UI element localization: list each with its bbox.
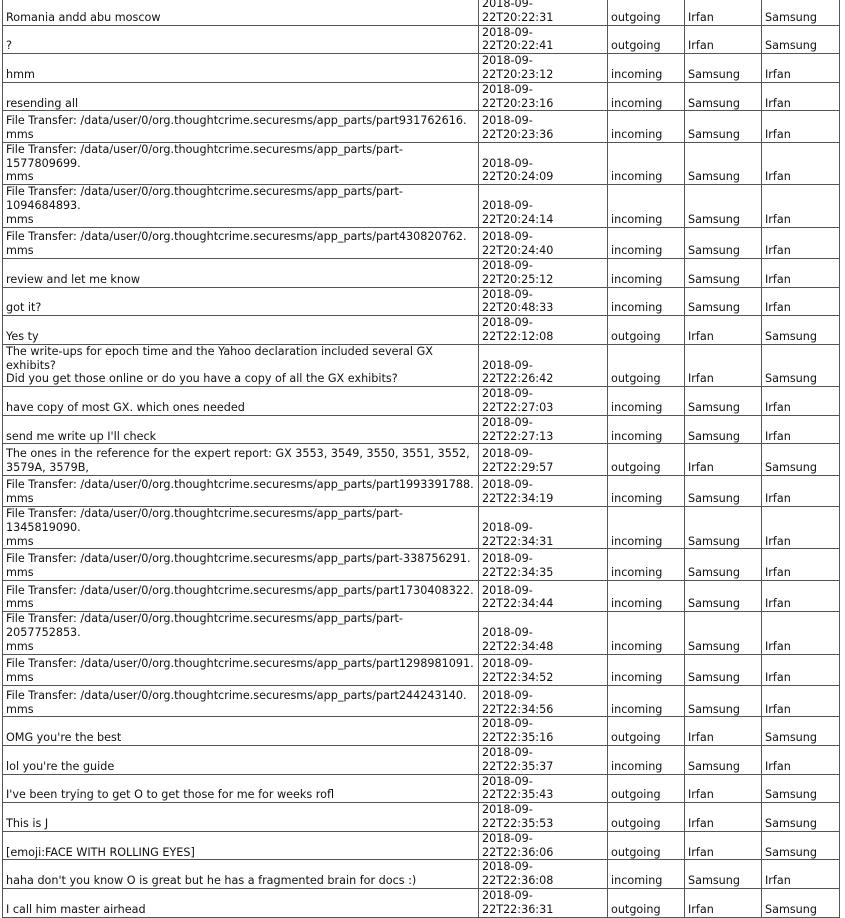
message-cell: Yes ty (3, 316, 479, 345)
table-row (3, 316, 840, 345)
to-cell: Irfan (762, 686, 840, 717)
message-cell: File Transfer: /data/user/0/org.thoughtcrime.securesms/app_parts/part1730408322. mms (3, 580, 479, 611)
from-cell: Samsung (685, 612, 762, 654)
to-cell: Irfan (762, 746, 840, 775)
message-cell: File Transfer: /data/user/0/org.thoughtcrime.securesms/app_parts/part-2057752853. mms (3, 612, 479, 654)
timestamp-cell: 2018-09-22T22:26:42 (479, 344, 608, 386)
to-cell: Samsung (762, 316, 840, 345)
table-row (3, 717, 840, 746)
table-row (3, 803, 840, 832)
message-cell: ? (3, 25, 479, 54)
table-row (3, 831, 840, 860)
to-cell: Samsung (762, 444, 840, 475)
timestamp-cell: 2018-09-22T20:24:14 (479, 185, 608, 227)
table-row (3, 415, 840, 444)
to-cell: Irfan (762, 860, 840, 889)
from-cell: Samsung (685, 686, 762, 717)
message-cell: resending all (3, 82, 479, 111)
from-cell: Irfan (685, 444, 762, 475)
timestamp-cell: 2018-09-22T22:35:16 (479, 717, 608, 746)
timestamp-cell: 2018-09-22T20:22:31 (479, 0, 608, 25)
direction-cell: incoming (608, 142, 685, 184)
timestamp-cell: 2018-09-22T22:35:43 (479, 774, 608, 803)
timestamp-cell: 2018-09-22T22:34:31 (479, 507, 608, 549)
direction-cell: outgoing (608, 25, 685, 54)
table-row (3, 227, 840, 258)
direction-cell: outgoing (608, 444, 685, 475)
direction-cell: incoming (608, 287, 685, 316)
timestamp-cell: 2018-09-22T22:34:56 (479, 686, 608, 717)
table-row (3, 444, 840, 475)
timestamp-cell: 2018-09-22T22:34:48 (479, 612, 608, 654)
table-row (3, 860, 840, 889)
direction-cell: incoming (608, 654, 685, 685)
from-cell: Samsung (685, 54, 762, 83)
to-cell: Irfan (762, 612, 840, 654)
from-cell: Irfan (685, 831, 762, 860)
to-cell: Irfan (762, 475, 840, 506)
from-cell: Samsung (685, 580, 762, 611)
from-cell: Samsung (685, 860, 762, 889)
table-row (3, 185, 840, 227)
message-cell: This is J (3, 803, 479, 832)
to-cell: Irfan (762, 185, 840, 227)
from-cell: Samsung (685, 82, 762, 111)
from-cell: Irfan (685, 717, 762, 746)
direction-cell: outgoing (608, 803, 685, 832)
to-cell: Irfan (762, 507, 840, 549)
to-cell: Samsung (762, 25, 840, 54)
to-cell: Irfan (762, 654, 840, 685)
table-row (3, 549, 840, 580)
timestamp-cell: 2018-09-22T20:48:33 (479, 287, 608, 316)
timestamp-cell: 2018-09-22T22:12:08 (479, 316, 608, 345)
direction-cell: incoming (608, 475, 685, 506)
direction-cell: outgoing (608, 831, 685, 860)
timestamp-cell: 2018-09-22T20:23:36 (479, 111, 608, 142)
message-cell: File Transfer: /data/user/0/org.thoughtcrime.securesms/app_parts/part-1345819090. mms (3, 507, 479, 549)
table-row (3, 25, 840, 54)
message-cell: File Transfer: /data/user/0/org.thoughtcrime.securesms/app_parts/part430820762. mms (3, 227, 479, 258)
message-cell: review and let me know (3, 258, 479, 287)
from-cell: Irfan (685, 888, 762, 917)
message-cell: hmm (3, 54, 479, 83)
to-cell: Samsung (762, 344, 840, 386)
timestamp-cell: 2018-09-22T22:35:53 (479, 803, 608, 832)
timestamp-cell: 2018-09-22T20:23:16 (479, 82, 608, 111)
from-cell: Irfan (685, 774, 762, 803)
direction-cell: incoming (608, 507, 685, 549)
message-log-table (2, 0, 840, 918)
from-cell: Samsung (685, 111, 762, 142)
from-cell: Samsung (685, 387, 762, 416)
timestamp-cell: 2018-09-22T20:25:12 (479, 258, 608, 287)
from-cell: Samsung (685, 258, 762, 287)
to-cell: Irfan (762, 54, 840, 83)
to-cell: Irfan (762, 549, 840, 580)
timestamp-cell: 2018-09-22T22:35:37 (479, 746, 608, 775)
direction-cell: outgoing (608, 316, 685, 345)
direction-cell: incoming (608, 612, 685, 654)
from-cell: Samsung (685, 507, 762, 549)
table-row (3, 287, 840, 316)
table-row (3, 258, 840, 287)
to-cell: Irfan (762, 227, 840, 258)
table-row (3, 746, 840, 775)
from-cell: Irfan (685, 803, 762, 832)
message-cell: File Transfer: /data/user/0/org.thoughtcrime.securesms/app_parts/part-1577809699. mms (3, 142, 479, 184)
from-cell: Samsung (685, 185, 762, 227)
direction-cell: outgoing (608, 888, 685, 917)
direction-cell: incoming (608, 415, 685, 444)
timestamp-cell: 2018-09-22T22:27:13 (479, 415, 608, 444)
to-cell: Irfan (762, 415, 840, 444)
message-cell: File Transfer: /data/user/0/org.thoughtcrime.securesms/app_parts/part1298981091. mms (3, 654, 479, 685)
timestamp-cell: 2018-09-22T22:36:31 (479, 888, 608, 917)
to-cell: Samsung (762, 831, 840, 860)
table-row (3, 54, 840, 83)
to-cell: Irfan (762, 387, 840, 416)
message-cell: have copy of most GX. which ones needed (3, 387, 479, 416)
message-cell: The write-ups for epoch time and the Yahoo declaration included several GX exhibits? Did you get those online or do you have a copy of all the GX exhibits? (3, 344, 479, 386)
table-row (3, 888, 840, 917)
direction-cell: outgoing (608, 717, 685, 746)
message-cell: send me write up I'll check (3, 415, 479, 444)
direction-cell: incoming (608, 54, 685, 83)
from-cell: Samsung (685, 142, 762, 184)
timestamp-cell: 2018-09-22T22:34:19 (479, 475, 608, 506)
from-cell: Samsung (685, 746, 762, 775)
from-cell: Samsung (685, 475, 762, 506)
direction-cell: outgoing (608, 0, 685, 25)
to-cell: Irfan (762, 287, 840, 316)
timestamp-cell: 2018-09-22T22:34:44 (479, 580, 608, 611)
from-cell: Samsung (685, 287, 762, 316)
timestamp-cell: 2018-09-22T22:34:52 (479, 654, 608, 685)
table-row (3, 82, 840, 111)
to-cell: Samsung (762, 888, 840, 917)
direction-cell: incoming (608, 82, 685, 111)
direction-cell: incoming (608, 746, 685, 775)
message-cell: haha don't you know O is great but he has a fragmented brain for docs :) (3, 860, 479, 889)
table-row (3, 507, 840, 549)
table-row (3, 654, 840, 685)
direction-cell: incoming (608, 111, 685, 142)
to-cell: Irfan (762, 258, 840, 287)
to-cell: Samsung (762, 0, 840, 25)
timestamp-cell: 2018-09-22T22:29:57 (479, 444, 608, 475)
message-cell: File Transfer: /data/user/0/org.thoughtcrime.securesms/app_parts/part1993391788. mms (3, 475, 479, 506)
to-cell: Samsung (762, 774, 840, 803)
direction-cell: incoming (608, 549, 685, 580)
table-row (3, 475, 840, 506)
direction-cell: outgoing (608, 344, 685, 386)
direction-cell: incoming (608, 860, 685, 889)
message-cell: The ones in the reference for the expert report: GX 3553, 3549, 3550, 3551, 3552, 3579A, 3579B, (3, 444, 479, 475)
table-row (3, 686, 840, 717)
direction-cell: incoming (608, 227, 685, 258)
timestamp-cell: 2018-09-22T20:24:09 (479, 142, 608, 184)
table-row (3, 387, 840, 416)
direction-cell: incoming (608, 387, 685, 416)
message-cell: File Transfer: /data/user/0/org.thoughtcrime.securesms/app_parts/part-1094684893. mms (3, 185, 479, 227)
to-cell: Samsung (762, 803, 840, 832)
message-cell: Romania andd abu moscow (3, 0, 479, 25)
to-cell: Samsung (762, 717, 840, 746)
message-cell: File Transfer: /data/user/0/org.thoughtcrime.securesms/app_parts/part931762616. mms (3, 111, 479, 142)
table-row (3, 612, 840, 654)
to-cell: Irfan (762, 111, 840, 142)
direction-cell: incoming (608, 185, 685, 227)
to-cell: Irfan (762, 142, 840, 184)
table-row (3, 111, 840, 142)
message-cell: lol you're the guide (3, 746, 479, 775)
timestamp-cell: 2018-09-22T20:22:41 (479, 25, 608, 54)
from-cell: Irfan (685, 344, 762, 386)
table-row (3, 344, 840, 386)
table-row (3, 774, 840, 803)
table-row (3, 0, 840, 25)
timestamp-cell: 2018-09-22T22:36:06 (479, 831, 608, 860)
message-log-body (3, 0, 840, 917)
timestamp-cell: 2018-09-22T22:27:03 (479, 387, 608, 416)
message-cell: I've been trying to get O to get those for me for weeks rofl (3, 774, 479, 803)
from-cell: Samsung (685, 654, 762, 685)
timestamp-cell: 2018-09-22T22:36:08 (479, 860, 608, 889)
message-cell: got it? (3, 287, 479, 316)
timestamp-cell: 2018-09-22T22:34:35 (479, 549, 608, 580)
table-row (3, 580, 840, 611)
from-cell: Samsung (685, 549, 762, 580)
from-cell: Samsung (685, 415, 762, 444)
direction-cell: incoming (608, 258, 685, 287)
timestamp-cell: 2018-09-22T20:24:40 (479, 227, 608, 258)
timestamp-cell: 2018-09-22T20:23:12 (479, 54, 608, 83)
from-cell: Samsung (685, 227, 762, 258)
to-cell: Irfan (762, 580, 840, 611)
from-cell: Irfan (685, 316, 762, 345)
message-cell: File Transfer: /data/user/0/org.thoughtcrime.securesms/app_parts/part244243140. mms (3, 686, 479, 717)
message-cell: OMG you're the best (3, 717, 479, 746)
direction-cell: outgoing (608, 774, 685, 803)
from-cell: Irfan (685, 0, 762, 25)
direction-cell: incoming (608, 686, 685, 717)
from-cell: Irfan (685, 25, 762, 54)
message-cell: I call him master airhead (3, 888, 479, 917)
message-cell: [emoji:FACE WITH ROLLING EYES] (3, 831, 479, 860)
to-cell: Irfan (762, 82, 840, 111)
table-row (3, 142, 840, 184)
message-cell: File Transfer: /data/user/0/org.thoughtcrime.securesms/app_parts/part-338756291. mms (3, 549, 479, 580)
direction-cell: incoming (608, 580, 685, 611)
